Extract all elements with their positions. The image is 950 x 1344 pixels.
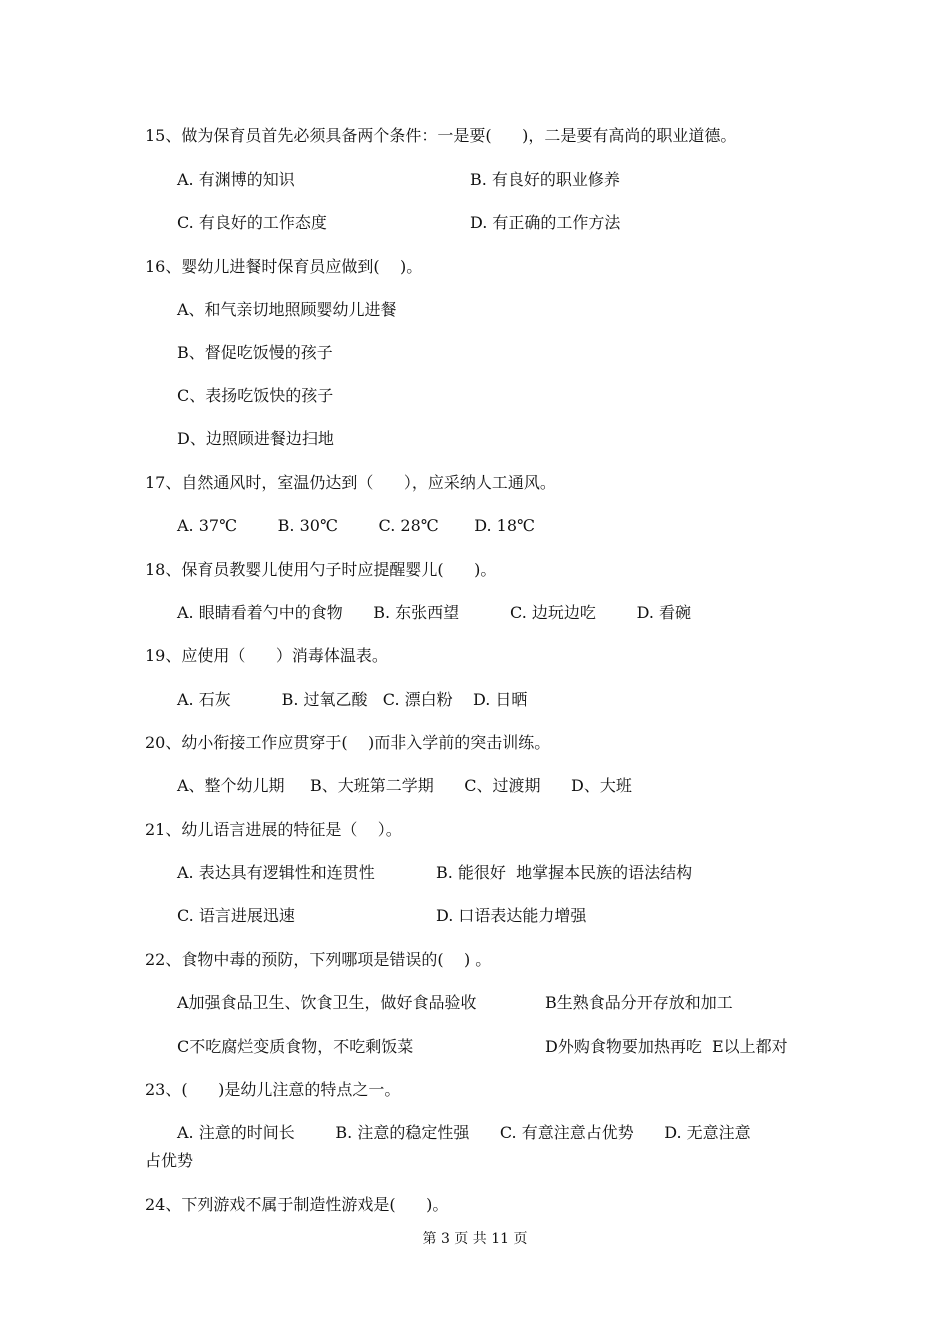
- options-23: A. 注意的时间长 B. 注意的稳定性强 C. 有意注意占优势 D. 无意注意: [177, 1123, 751, 1142]
- option-15a: A. 有渊博的知识: [177, 170, 295, 189]
- option-15c: C. 有良好的工作态度: [177, 213, 327, 232]
- question-16: 16、婴幼儿进餐时保育员应做到( )。: [145, 257, 423, 276]
- option-21b: B. 能很好 地掌握本民族的语法结构: [436, 863, 693, 882]
- options-23-continuation: 占优势: [145, 1151, 194, 1170]
- options-18: A. 眼睛看着勺中的食物 B. 东张西望 C. 边玩边吃 D. 看碗: [177, 603, 691, 622]
- question-24: 24、下列游戏不属于制造性游戏是( )。: [145, 1195, 449, 1214]
- option-21c: C. 语言进展迅速: [177, 906, 295, 925]
- option-22a: A加强食品卫生、饮食卫生，做好食品验收: [177, 993, 477, 1012]
- option-21d: D. 口语表达能力增强: [436, 906, 587, 925]
- options-19: A. 石灰 B. 过氧乙酸 C. 漂白粉 D. 日晒: [177, 690, 528, 709]
- question-23: 23、( )是幼儿注意的特点之一。: [145, 1080, 401, 1099]
- option-21a: A. 表达具有逻辑性和连贯性: [177, 863, 375, 882]
- option-16a: A、和气亲切地照顾婴幼儿进餐: [177, 300, 397, 319]
- option-15b: B. 有良好的职业修养: [470, 170, 620, 189]
- option-22d: D外购食物要加热再吃 E以上都对: [545, 1037, 788, 1056]
- option-16d: D、边照顾进餐边扫地: [177, 429, 334, 448]
- option-15d: D. 有正确的工作方法: [470, 213, 621, 232]
- question-21: 21、幼儿语言进展的特征是（ ）。: [145, 820, 402, 839]
- options-17: A. 37℃ B. 30℃ C. 28℃ D. 18℃: [177, 516, 535, 535]
- option-22b: B生熟食品分开存放和加工: [545, 993, 733, 1012]
- question-22: 22、食物中毒的预防，下列哪项是错误的( ) 。: [145, 950, 492, 969]
- option-16b: B、督促吃饭慢的孩子: [177, 343, 333, 362]
- question-15: 15、做为保育员首先必须具备两个条件：一是要( )，二是要有高尚的职业道德。: [145, 126, 737, 145]
- question-18: 18、保育员教婴儿使用勺子时应提醒婴儿( )。: [145, 560, 497, 579]
- options-20: A、整个幼儿期 B、大班第二学期 C、过渡期 D、大班: [177, 776, 632, 795]
- question-19: 19、应使用（ ）消毒体温表。: [145, 646, 388, 665]
- option-22c: C不吃腐烂变质食物，不吃剩饭菜: [177, 1037, 414, 1056]
- option-16c: C、表扬吃饭快的孩子: [177, 386, 334, 405]
- question-20: 20、幼小衔接工作应贯穿于( )而非入学前的突击训练。: [145, 733, 551, 752]
- page-footer: 第 3 页 共 11 页: [422, 1231, 528, 1247]
- question-17: 17、自然通风时，室温仍达到（ ），应采纳人工通风。: [145, 473, 556, 492]
